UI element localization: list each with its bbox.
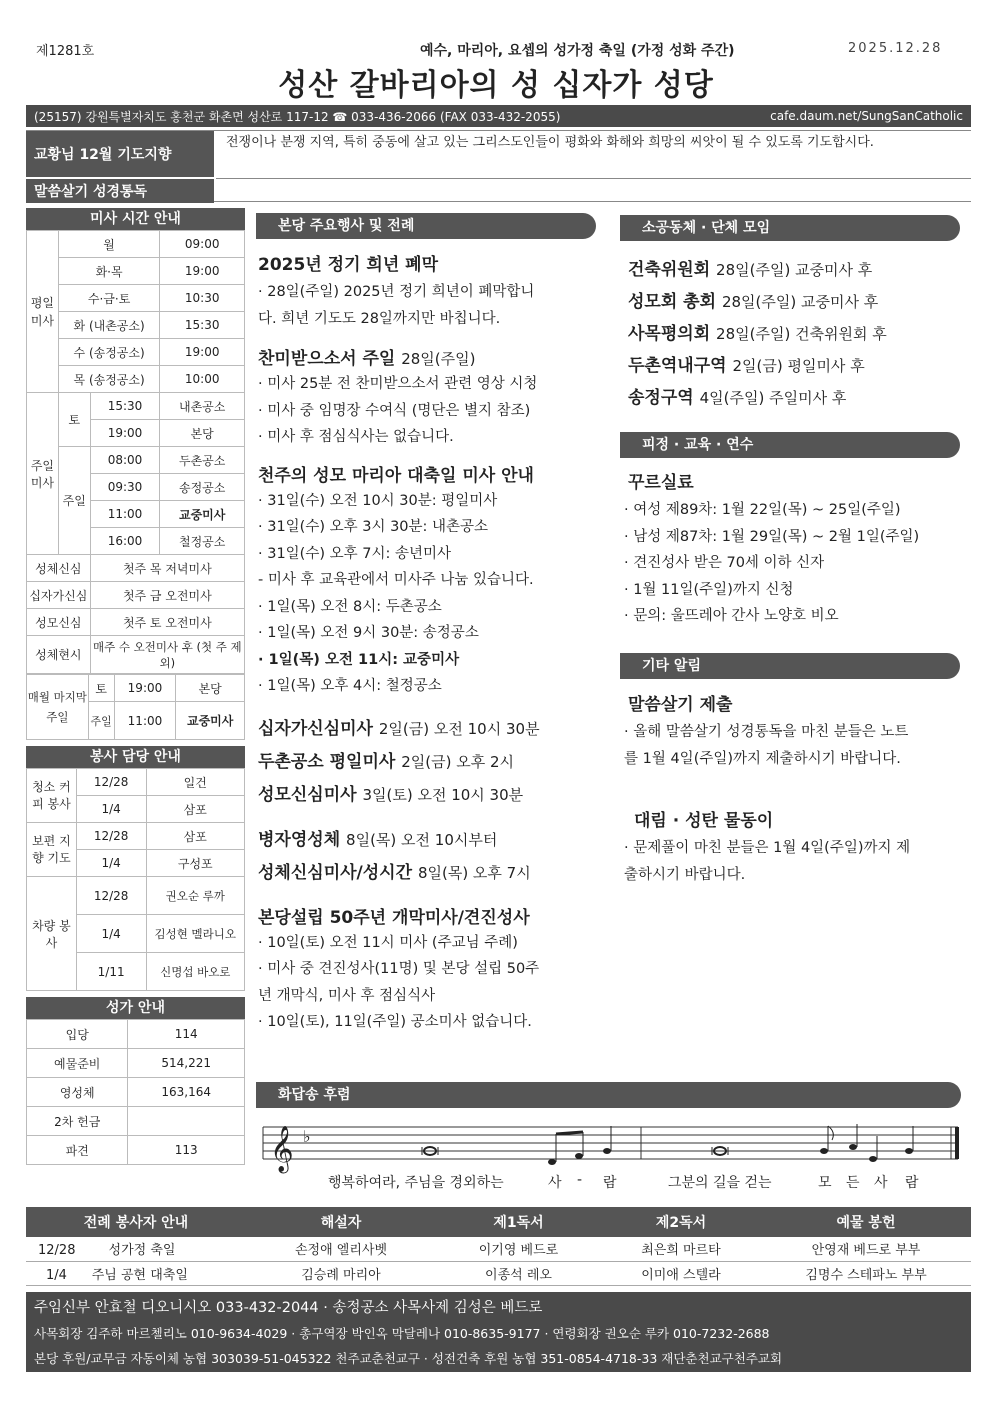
psalm-heading: 화답송 후렴 — [256, 1082, 961, 1108]
prayer-intention — [26, 130, 971, 202]
address: (25157) 강원특별자치도 홍천군 화촌면 성산로 117-12 ☎ 033-436-2066 (FAX 033-432-2055) — [34, 109, 561, 124]
word-label: 말씀살기 성경통독 — [26, 179, 214, 203]
page-title: 성산 갈바리아의 성 십자가 성당 — [278, 68, 714, 103]
notice-section: 말씀살기 제출 · 올해 말씀살기 성경통독을 마친 분들은 노트 를 1월 4일(주일)까지 제출하시기 바랍니다. 대림 · 성탄 물동이 · 문제풀이 마친 분들은 1월 4일(주일)까지 제 출하시기 바랍니다. — [624, 695, 911, 883]
issue-date: 2025.12.28 — [848, 41, 943, 56]
svg-text:♭: ♭ — [303, 1127, 311, 1146]
footer-contacts: 주임신부 안효철 디오니시오 033-432-2044 · 송정공소 사목사제 김성은 베드로 사목회장 김주하 마르첼리노 010-9634-4029 · 총구역장 박인옥 막달레나 010-8635-9177 · 연령회장 권오순 루카 010-7232-2688 본당 후원/교무금 자동이체 농협 303039-51-045322 천주교춘천교구 · 성전건축 후원 농협 351-0854-4718-33 재단춘천교구천주교회 — [26, 1292, 971, 1372]
groups-section: 건축위원회 28일(주일) 교중미사 후 성모회 총회 28일(주일) 교중미사 후 사목평의회 28일(주일) 건축위원회 후 두촌역내구역 2일(금) 평일미사 후 송정구역 4일(주일) 주일미사 후 — [628, 260, 887, 408]
mass-times — [26, 208, 245, 1165]
liturgy-table: 전례 봉사자 안내 해설자 제1독서 제2독서 예물 봉헌 12/28 성가정 축일 손정애 엘리사벳 이기영 베드로 최은희 마르타 안영재 베드로 부부 1/4 주님 공현 대축일 김승례 마리아 이종석 레오 이미애 스텔라 김명수 스테파노 부부 — [26, 1207, 971, 1286]
sunday-label: 주일미사 — [27, 393, 59, 555]
prayer-text: 전쟁이나 분쟁 지역, 특히 중동에 살고 있는 그리스도인들이 평화와 화해와 희망의 씨앗이 될 수 있도록 기도합시다. — [226, 135, 874, 150]
feast-subtitle: 예수, 마리아, 요셉의 성가정 축일 (가정 성화 주간) — [420, 43, 735, 59]
education-section: 꾸르실료 · 여성 제89차: 1월 22일(목) ~ 25일(주일) · 남성 제87차: 1월 29일(목) ~ 2월 1일(주일) · 견진성사 받은 70세 이하 신자 · 1월 11일(주일)까지 신청 · 문의: 울뜨레아 간사 노양호 비오 — [624, 473, 920, 624]
groups-heading: 소공동체 · 단체 모임 — [620, 215, 960, 241]
mass-table: 평일미사 월 09:00 화·목 19:00 수·금·토 10:30 화 (내촌공소) 15:30 수 (송정공소) 19:00 목 (송정공소) 10:00 주일미사 토 15:30 내촌공소 19:00 본당 주일 08:00 두촌공소 09:30 송정공소 11:00 교중미사 16:00 철정공소 성체신심 첫주 목 저녁미사 십자가신심 첫주 금 오전미사 성모신심 첫주 토 오전미사 성체현시 매주 수 오전미사 후 (첫 주 제외) — [26, 230, 245, 674]
events-heading: 본당 주요행사 및 전례 — [256, 213, 596, 239]
psalm-score: 𝄞 ♭ 행복하여라, 주님을 경외하는 사 - 람 그분의 길을 걷는 모 든 사 람 — [258, 1112, 968, 1202]
hymn-table: 입당 114 예물준비 514,221 영성체 163,164 2차 헌금 파견 113 — [26, 1019, 245, 1165]
svg-text:𝄞: 𝄞 — [270, 1126, 294, 1172]
cafe-link[interactable]: cafe.daum.net/SungSanCatholic — [770, 109, 963, 123]
service-table: 청소 커피 봉사 12/28 일건 1/4 삼포 보편 지향 기도 12/28 삼포 1/4 구성포 차량 봉사 12/28 권오순 루까 1/4 김성현 멜라니오 1/11 신명섭 바오로 — [26, 768, 245, 991]
monthly-mass-table: 매월 마지막 주일 토 19:00 본당 주일 11:00 교중미사 — [26, 674, 245, 740]
hymn-heading: 성가 안내 — [26, 997, 245, 1019]
issue-number: 제1281호 — [36, 44, 95, 59]
prayer-label: 교황님 12월 기도지향 — [26, 131, 214, 177]
events-section: 2025년 정기 희년 폐막 · 28일(주일) 2025년 정기 희년이 폐막합니 다. 희년 기도도 28일까지만 바칩니다. 찬미받으소서 주일 28일(주일) · 미사 25분 전 찬미받으소서 관련 영상 시청 · 미사 중 임명장 수여식 (명단은 별지 참조) · 미사 후 점심식사는 없습니다. 천주의 성모 마리아 대축일 미사 안내 · 31일(수) 오전 10시 30분: 평일미사 · 31일(수) 오후 3시 30분: 내촌공소 · 31일(수) 오후 7시: 송년미사 - 미사 후 교육관에서 미사주 나눔 있습니다. · 1일(목) 오전 8시: 두촌공소 · 1일(목) 오전 9시 30분: 송정공소 · 1일(목) 오전 11시: 교중미사 · 1일(목) 오후 4시: 철정공소 십자가신심미사 2일(금) 오전 10시 30분 두촌공소 평일미사 2일(금) 오후 2시 성모신심미사 3일(토) 오전 10시 30분 병자영성체 8일(목) 오전 10시부터 성체신심미사/성시간 8일(목) 오후 7시 본당설립 50주년 개막미사/견진성사 · 10일(토) 오전 11시 미사 (주교님 주례) · 미사 중 견진성사(11명) 및 본당 설립 50주 년 개막식, 미사 후 점심식사 · 10일(토), 11일(주일) 공소미사 없습니다. — [258, 255, 540, 1030]
education-heading: 피정 · 교육 · 연수 — [620, 432, 960, 458]
service-heading: 봉사 담당 안내 — [26, 746, 245, 768]
mass-heading: 미사 시간 안내 — [26, 208, 245, 230]
notice-heading: 기타 알림 — [620, 653, 960, 679]
address-bar — [26, 105, 971, 127]
weekday-label: 평일미사 — [27, 231, 59, 393]
